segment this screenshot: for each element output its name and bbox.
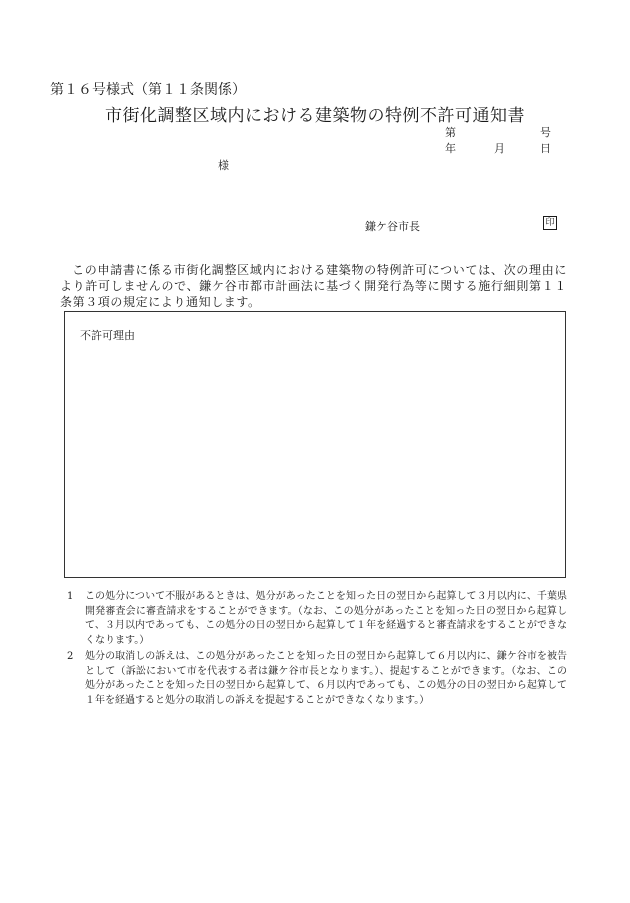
notice-paragraph bbox=[60, 262, 567, 310]
reason-label: 不許可理由 bbox=[80, 329, 135, 342]
notice-text: この申請書に係る市街化調整区域内における建築物の特例許可については、次の理由により許可しませんので、鎌ケ谷市都市計画法に基づく開発行為等に関する施行細則第１１条第３項の規定により通知します。 bbox=[60, 263, 567, 309]
reason-box bbox=[64, 311, 566, 578]
document-title: 市街化調整区域内における建築物の特例不許可通知書 bbox=[105, 106, 525, 126]
document-number-suffix: 号 bbox=[540, 126, 551, 139]
document-number-prefix: 第 bbox=[445, 126, 456, 139]
note-text: この処分について不服があるときは、処分があったことを知った日の翌日から起算して３月以内に、千葉県開発審査会に審査請求をすることができます。（なお、この処分があったことを知った日の翌日から起算して、３月以内であっても、この処分の日の翌日から起算して１年を経過すると審査請求をすることができなくなります。） bbox=[85, 591, 567, 646]
seal-mark: 印 bbox=[543, 216, 557, 230]
note-number: 1 bbox=[67, 591, 74, 602]
notes-section bbox=[62, 590, 567, 710]
issuer-name: 鎌ケ谷市長 bbox=[365, 220, 420, 233]
addressee-suffix: 様 bbox=[218, 159, 229, 172]
note-number: 2 bbox=[67, 651, 74, 662]
note-text: 処分の取消しの訴えは、この処分があったことを知った日の翌日から起算して６月以内に、鎌ケ谷市を被告として（訴訟において市を代表する者は鎌ケ谷市長となります。）、提起することができます。（なお、この処分があったことを知った日の翌日から起算して、６月以内であっても、この処分の日の翌日から起算して１年を経過すると処分の取消しの訴えを提起することができなくなります。） bbox=[85, 651, 567, 706]
date-day-label: 日 bbox=[540, 142, 551, 155]
note-item bbox=[62, 650, 567, 708]
note-item bbox=[62, 590, 567, 648]
form-number: 第１６号様式（第１１条関係） bbox=[50, 82, 246, 98]
date-month-label: 月 bbox=[494, 142, 505, 155]
date-year-label: 年 bbox=[445, 142, 456, 155]
